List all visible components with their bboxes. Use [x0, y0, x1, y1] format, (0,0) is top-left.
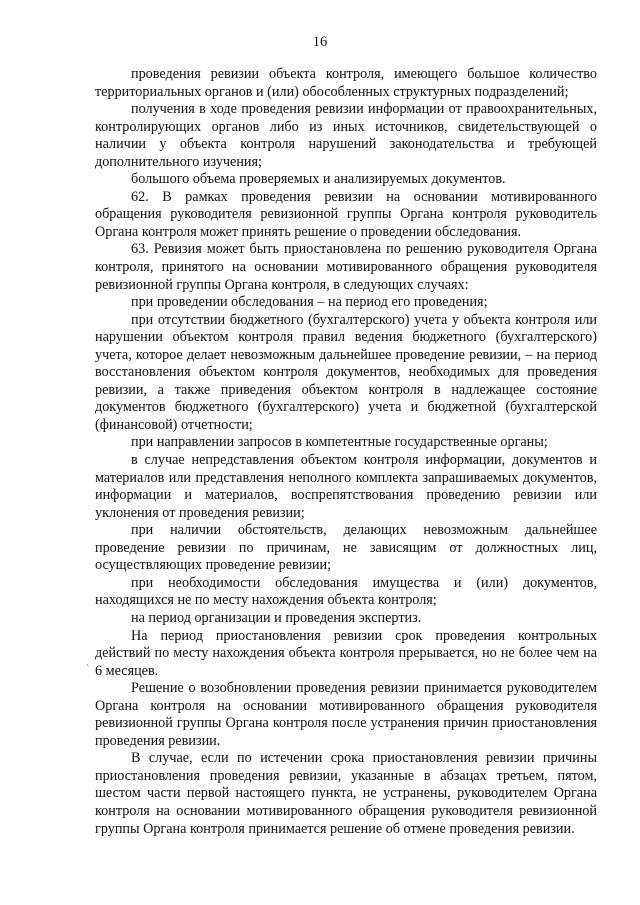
paragraph: при проведении обследования – на период его проведения; — [131, 294, 488, 311]
paragraph: в случае непредставления объектом контроля информации, документов и материалов или представления неполного комплекта запрашиваемых документов, информации и материалов, воспрепятствования проведению ревизии или уклонения от проведения ревизии; — [95, 452, 597, 521]
paragraph: получения в ходе проведения ревизии информации от правоохранительных, контролирующих органов либо из иных источников, свидетельствующей о наличии у объекта контроля нарушений законодательства и требующей дополнительного изучения; — [95, 101, 597, 170]
paragraph: На период приостановления ревизии срок проведения контрольных действий по месту нахождения объекта контроля прерывается, но не более чем на 6 месяцев. — [95, 627, 597, 679]
paragraph-63: 63. Ревизия может быть приостановлена по решению руководителя Органа контроля, принятого на основании мотивированного обращения руководителя ревизионной группы Органа контроля, в следующих случаях: — [95, 241, 597, 293]
paragraph: большого объема проверяемых и анализируемых документов. — [131, 171, 506, 188]
paragraph: Решение о возобновлении проведения ревизии принимается руководителем Органа контроля на основании мотивированного обращения руководителя ревизионной группы Органа контроля после устранения причин приостановления проведения ревизии. — [95, 680, 597, 749]
paragraph-62: 62. В рамках проведения ревизии на основании мотивированного обращения руководителя ревизионной группы Органа контроля руководитель Органа контроля может принять решение о проведении обследования. — [95, 188, 597, 240]
paragraph: при необходимости обследования имущества и (или) документов, находящихся не по месту нахождения объекта контроля; — [95, 574, 597, 609]
document-body — [95, 66, 597, 838]
page-number: 16 — [312, 34, 328, 50]
paragraph: В случае, если по истечении срока приостановления ревизии причины приостановления проведения ревизии, указанные в абзацах третьем, пятом, шестом части первой настоящего пункта, не устранены, руководителем Органа контроля на основании мотивированного обращения руководителя ревизионной группы Органа контроля принимается решение об отмене проведения ревизии. — [95, 750, 597, 837]
paragraph: при отсутствии бюджетного (бухгалтерского) учета у объекта контроля или нарушении объектом контроля правил ведения бюджетного (бухгалтерского) учета, которое делает невозможным дальнейшее проведение ревизии, – на период восстановления объектом контроля документов, необходимых для проведения ревизии, а также приведения объектом контроля в надлежащее состояние документов бюджетного (бухгалтерского) учета и бюджетной (бухгалтерской (финансовой) отчетности; — [95, 311, 597, 433]
paragraph: при направлении запросов в компетентные государственные органы; — [131, 434, 548, 451]
paragraph: при наличии обстоятельств, делающих невозможным дальнейшее проведение ревизии по причинам, не зависящим от должностных лиц, осуществляющих проведение ревизии; — [95, 522, 597, 574]
scan-speck: ` — [86, 664, 90, 675]
paragraph: на период организации и проведения экспертиз. — [131, 609, 422, 626]
paragraph: проведения ревизии объекта контроля, имеющего большое количество территориальных органов и (или) обособленных структурных подразделений; — [95, 66, 597, 100]
